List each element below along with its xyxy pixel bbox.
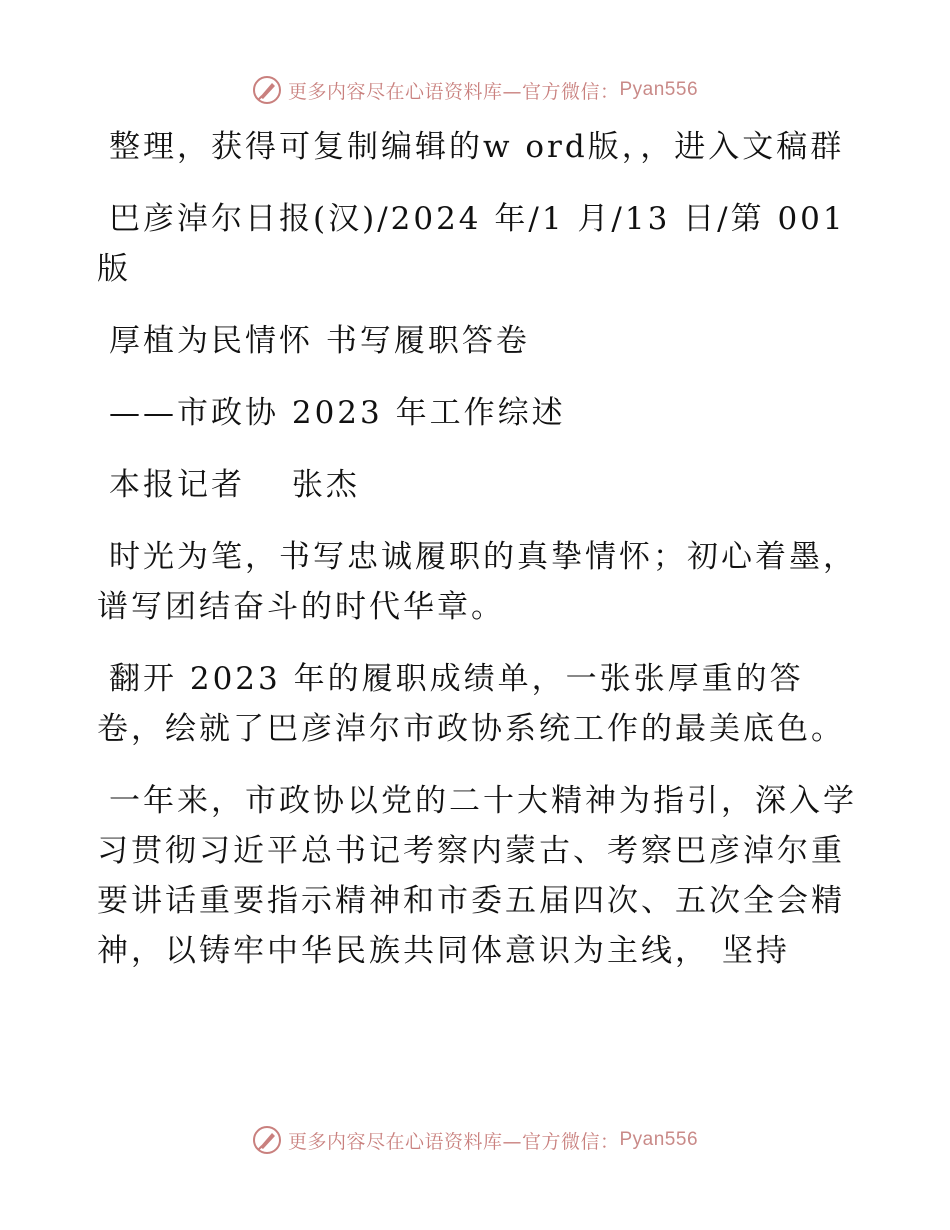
paragraph-summary: 翻开 2023 年的履职成绩单，一张张厚重的答卷，绘就了巴彦淖尔市政协系统工作的最美底色。 bbox=[97, 661, 845, 747]
document-body bbox=[97, 122, 857, 976]
article-subtitle: ——市政协 2023 年工作综述 bbox=[109, 395, 566, 431]
paragraph-body: 一年来，市政协以党的二十大精神为指引，深入学习贯彻习近平总书记考察内蒙古、考察巴彦淖尔重要讲话重要指示精神和市委五届四次、五次全会精神，以铸牢中华民族共同体意识为主线， 坚持 bbox=[97, 783, 857, 969]
paragraph-source: 巴彦淖尔日报(汉)/2024 年/1 月/13 日/第 001 版 bbox=[97, 201, 846, 287]
header-watermark bbox=[0, 70, 950, 110]
watermark-wechat-id: Pyan556 bbox=[619, 1129, 699, 1150]
pen-logo-icon bbox=[252, 75, 282, 105]
watermark-text: 更多内容尽在心语资料库—官方微信： bbox=[287, 1130, 620, 1153]
pen-logo-icon bbox=[252, 1125, 282, 1155]
paragraph-intro: 时光为笔，书写忠诚履职的真挚情怀；初心着墨，谱写团结奋斗的时代华章。 bbox=[97, 539, 857, 625]
paragraph-note: 整理，获得可复制编辑的w ord版，，进入文稿群 bbox=[109, 129, 845, 165]
watermark-wechat-id: Pyan556 bbox=[619, 79, 699, 100]
footer-watermark bbox=[0, 1120, 950, 1160]
article-title: 厚植为民情怀 书写履职答卷 bbox=[109, 323, 530, 359]
article-byline: 本报记者 张杰 bbox=[109, 467, 360, 503]
watermark-text: 更多内容尽在心语资料库—官方微信： bbox=[287, 80, 620, 103]
